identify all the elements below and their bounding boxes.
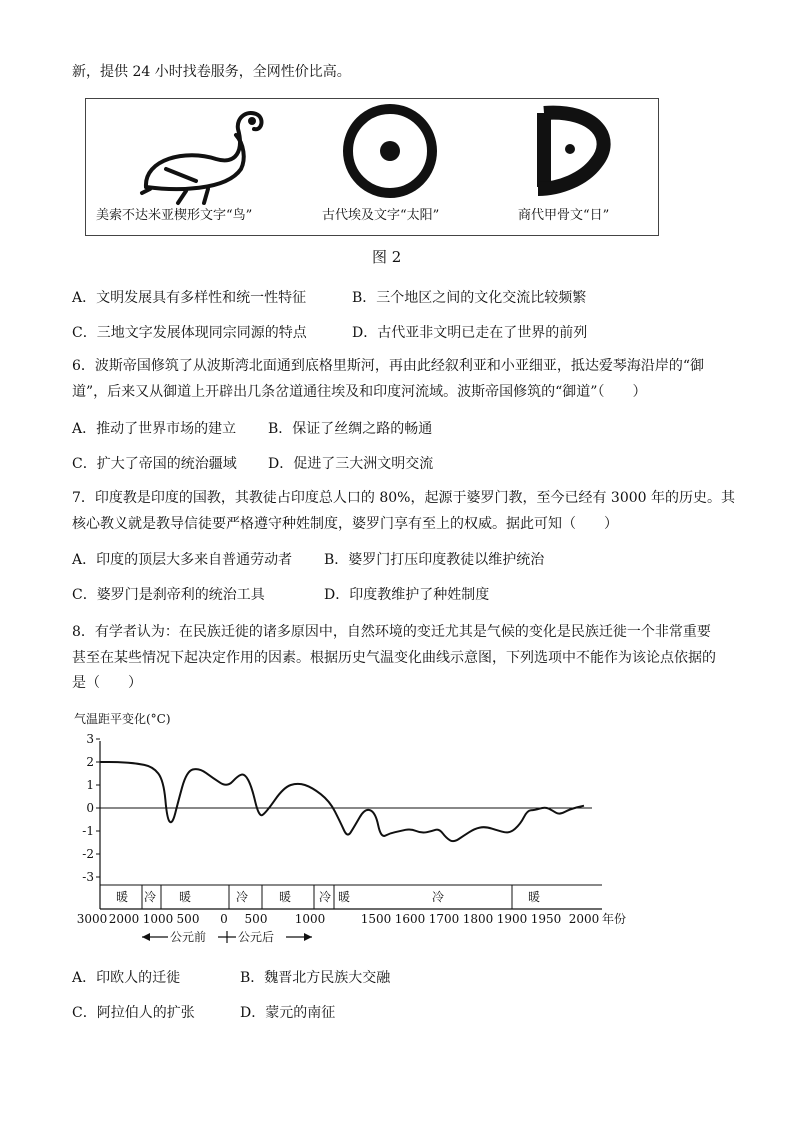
period-label: 暖 — [178, 890, 192, 904]
figure-2-label: 图 2 — [372, 248, 402, 266]
q8-option-b[interactable]: B．魏晋北方民族大交融 — [240, 970, 391, 986]
y-tick-label: 3 — [86, 732, 94, 746]
q7-option-a[interactable]: A．印度的顶层大多来自普通劳动者 — [72, 552, 293, 568]
period-label: 冷 — [431, 890, 445, 904]
q7-option-b[interactable]: B．婆罗门打压印度教徒以维护统治 — [324, 552, 545, 568]
x-tick-label: 1950 — [530, 912, 562, 926]
temperature-curve — [100, 762, 584, 841]
x-tick-label: 1500 — [360, 912, 392, 926]
period-label: 冷 — [235, 890, 249, 904]
figure-caption-bird: 美索不达米亚楔形文字“鸟” — [96, 208, 253, 223]
bird-glyph-icon — [142, 113, 261, 203]
sun-glyph-icon — [348, 109, 432, 193]
y-tick-label: 1 — [86, 778, 94, 792]
era-after-label: 公元后 — [238, 930, 275, 944]
period-label: 暖 — [278, 890, 292, 904]
period-label: 暖 — [337, 890, 351, 904]
x-tick-label: 2000 — [568, 912, 600, 926]
intro-text: 新，提供 24 小时找卷服务，全网性价比高。 — [72, 64, 351, 80]
x-tick-label: 0 — [220, 912, 228, 926]
q7-stem-line-2: 核心教义就是教导信徒要严格遵守种姓制度，婆罗门享有至上的权威。据此可知（ ） — [72, 516, 618, 532]
period-label: 冷 — [318, 890, 332, 904]
y-tick-label: -2 — [82, 847, 94, 861]
x-tick-label: 2000 — [108, 912, 140, 926]
x-unit-label: 年份 — [602, 912, 627, 926]
figure-caption-sun: 古代埃及文字“太阳” — [322, 208, 440, 223]
q8-option-d[interactable]: D．蒙元的南征 — [240, 1005, 336, 1021]
q6-option-d[interactable]: D．促进了三大洲文明交流 — [268, 456, 434, 472]
q5-option-d[interactable]: D．古代亚非文明已走在了世界的前列 — [352, 325, 588, 341]
x-tick-label: 1600 — [394, 912, 426, 926]
q8-option-a[interactable]: A．印欧人的迁徙 — [72, 970, 181, 986]
x-tick-label: 1000 — [294, 912, 326, 926]
q6-option-b[interactable]: B．保证了丝绸之路的畅通 — [268, 421, 433, 437]
y-tick-label: 0 — [86, 801, 94, 815]
q8-stem-line-3: 是（ ） — [72, 675, 142, 691]
q8-stem-line-1: 8．有学者认为：在民族迁徙的诸多原因中，自然环境的变迁尤其是气候的变化是民族迁徙一个非常重要 — [72, 624, 711, 640]
era-arrow — [142, 929, 312, 945]
q5-option-a[interactable]: A．文明发展具有多样性和统一性特征 — [72, 290, 307, 306]
temperature-chart — [72, 707, 652, 945]
x-tick-label: 500 — [176, 912, 200, 926]
y-ticks — [82, 732, 100, 884]
x-tick-label: 1000 — [142, 912, 174, 926]
period-label: 冷 — [143, 890, 157, 904]
chart-ylabel: 气温距平变化(°C) — [74, 712, 171, 726]
q5-option-c[interactable]: C．三地文字发展体现同宗同源的特点 — [72, 325, 307, 341]
q8-option-c[interactable]: C．阿拉伯人的扩张 — [72, 1005, 195, 1021]
x-tick-label: 3000 — [76, 912, 108, 926]
x-tick-label: 1800 — [462, 912, 494, 926]
q6-stem-line-1: 6．波斯帝国修筑了从波斯湾北面通到底格里斯河，再由此经叙利亚和小亚细亚，抵达爱琴海沿岸的“御 — [72, 358, 705, 374]
x-ticks — [77, 912, 600, 926]
period-label: 暖 — [115, 890, 129, 904]
y-tick-label: -3 — [82, 870, 94, 884]
x-tick-label: 500 — [244, 912, 268, 926]
q5-option-b[interactable]: B．三个地区之间的文化交流比较频繁 — [352, 290, 587, 306]
figure-caption-oracle: 商代甲骨文“日” — [518, 208, 610, 223]
q6-option-c[interactable]: C．扩大了帝国的统治疆域 — [72, 456, 237, 472]
x-tick-label: 1900 — [496, 912, 528, 926]
y-tick-label: -1 — [82, 824, 94, 838]
period-labels — [116, 885, 540, 909]
q6-option-a[interactable]: A．推动了世界市场的建立 — [72, 421, 237, 437]
y-tick-label: 2 — [86, 755, 94, 769]
oracle-sun-glyph-icon — [538, 113, 604, 189]
figure-2-box — [85, 98, 659, 236]
q7-option-d[interactable]: D．印度教维护了种姓制度 — [324, 587, 490, 603]
q7-option-c[interactable]: C．婆罗门是刹帝利的统治工具 — [72, 587, 265, 603]
x-tick-label: 1700 — [428, 912, 460, 926]
q6-stem-line-2: 道”，后来又从御道上开辟出几条岔道通往埃及和印度河流域。波斯帝国修筑的“御道”（ ） — [72, 384, 647, 400]
era-before-label: 公元前 — [170, 930, 207, 944]
q8-stem-line-2: 甚至在某些情况下起决定作用的因素。根据历史气温变化曲线示意图，下列选项中不能作为该论点依据的 — [72, 650, 716, 666]
q7-stem-line-1: 7．印度教是印度的国教，其教徒占印度总人口的 80%，起源于婆罗门教，至今已经有 3000 年的历史。其 — [72, 490, 736, 506]
period-label: 暖 — [527, 890, 541, 904]
